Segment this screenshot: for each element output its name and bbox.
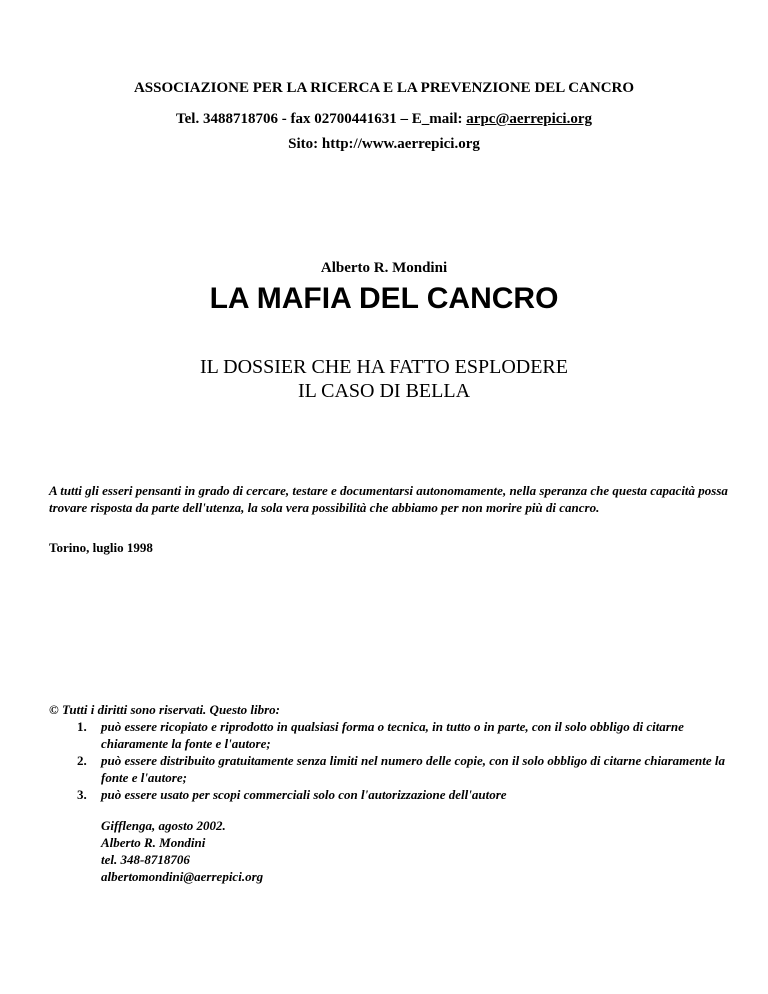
signature-phone: tel. 348-8718706 [101,852,190,867]
signature-block [101,817,263,885]
author-name: Alberto R. Mondini [320,260,448,276]
list-item [49,786,739,803]
contact-phone-fax: Tel. 3488718706 - fax 02700441631 – E_mail: [176,111,467,127]
book-subtitle [0,355,768,403]
subtitle-line-1: IL DOSSIER CHE HA FATTO ESPLODERE [200,356,568,378]
list-item-text: può essere distribuito gratuitamente senza limiti nel numero delle copie, con il solo obbligo di citarne chiaramente la fonte e l'autore; [101,753,726,785]
list-item [49,718,739,752]
signature-place-date: Gifflenga, agosto 2002. [101,818,226,833]
list-item [49,752,739,786]
signature-author: Alberto R. Mondini [101,835,206,850]
signature-email: albertomondini@aerrepici.org [101,869,264,884]
book-title: LA MAFIA DEL CANCRO [209,282,559,315]
list-item-text: può essere ricopiato e riprodotto in qualsiasi forma o tecnica, in tutto o in parte, con il solo obbligo di citarne chiaramente la fonte e l'autore; [101,719,684,751]
place-date: Torino, luglio 1998 [49,540,153,555]
contact-line [0,111,768,128]
rights-intro: © Tutti i diritti sono riservati. Questo libro: [49,702,280,717]
email-link[interactable]: arpc@aerrepici.org [466,111,592,127]
website-line: Sito: http://www.aerrepici.org [288,136,480,152]
rights-notice [49,701,739,803]
organization-name: ASSOCIAZIONE PER LA RICERCA E LA PREVENZIONE DEL CANCRO [133,80,635,96]
list-item-number: 3. [77,787,87,802]
list-item-text: può essere usato per scopi commerciali solo con l'autorizzazione dell'autore [101,787,507,802]
subtitle-line-2: IL CASO DI BELLA [297,380,471,402]
rights-list [49,718,739,803]
dedication-text: A tutti gli esseri pensanti in grado di cercare, testare e documentarsi autonomamente, nella speranza che questa capacità possa trovare risposta da parte dell'utenza, la sola vera possibilità che abbiamo per non morire più di cancro. [49,483,728,515]
list-item-number: 2. [77,753,87,768]
list-item-number: 1. [77,719,87,734]
